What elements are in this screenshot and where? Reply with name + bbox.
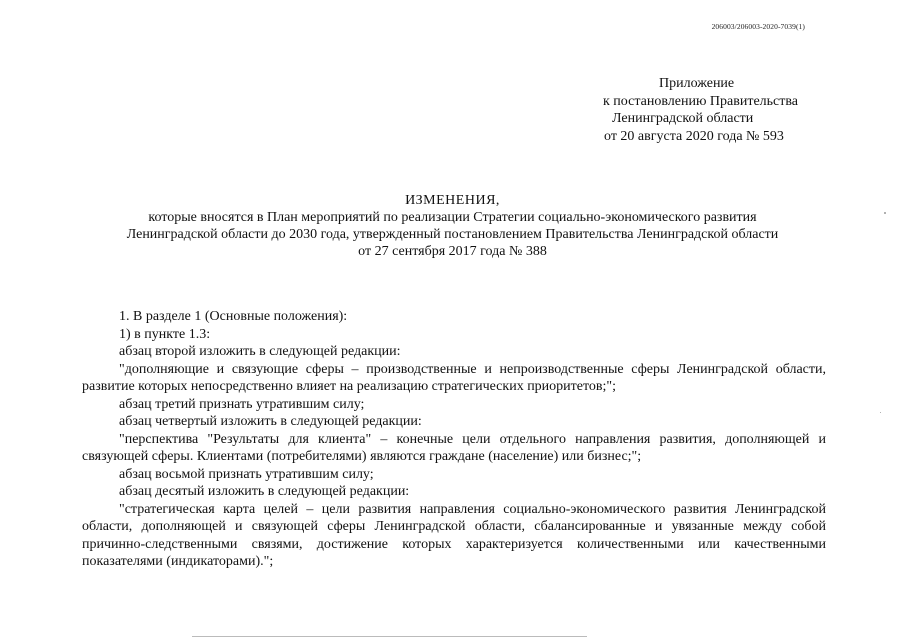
paragraph: "стратегическая карта целей – цели развития направления социально-экономического развития Ленинградской области, дополняющей и связующей сферы Ленинградской области, сбалансированные и увязанные между собой причинно-следственными связями, достижение которых характеризуется количественными или качественными показателями (индикаторами)."; bbox=[82, 501, 826, 569]
appendix-line-2: к постановлению Правительства bbox=[603, 93, 799, 109]
appendix-line-3: Ленинградской области bbox=[612, 111, 754, 126]
paragraph: абзац третий признать утратившим силу; bbox=[119, 396, 365, 412]
appendix-header bbox=[603, 75, 798, 145]
scan-speck bbox=[884, 212, 886, 214]
paragraph: "дополняющие и связующие сферы – производственные и непроизводственные сферы Ленинградской области, развитие которых непосредственно влияет на реализацию стратегических приоритетов;"; bbox=[82, 361, 826, 394]
paragraph: абзац четвертый изложить в следующей редакции: bbox=[119, 414, 422, 429]
document-body bbox=[82, 308, 826, 571]
document-title: ИЗМЕНЕНИЯ, bbox=[405, 193, 500, 208]
title-block bbox=[60, 192, 845, 260]
scan-speck bbox=[880, 412, 881, 413]
appendix-line-1: Приложение bbox=[659, 76, 735, 91]
paragraph: абзац второй изложить в следующей редакции: bbox=[119, 344, 401, 359]
appendix-line-4: от 20 августа 2020 года № 593 bbox=[604, 128, 784, 144]
subtitle-line-3: от 27 сентября 2017 года № 388 bbox=[358, 244, 547, 259]
document-code: 206003/206003-2020-7039(1) bbox=[711, 22, 805, 31]
subtitle-line-1: которые вносятся в План мероприятий по реализации Стратегии социально-экономического развития bbox=[148, 210, 757, 225]
paragraph: 1) в пункте 1.3: bbox=[119, 326, 211, 342]
paragraph: 1. В разделе 1 (Основные положения): bbox=[119, 309, 348, 324]
paragraph: "перспектива "Результаты для клиента" – конечные цели отдельного направления развития, дополняющей и связующей сферы. Клиентами (потребителями) являются граждане (население) или бизнес;"; bbox=[82, 431, 826, 464]
scan-edge-line bbox=[192, 636, 587, 637]
subtitle-line-2: Ленинградской области до 2030 года, утвержденный постановлением Правительства Ленинградской области bbox=[126, 227, 779, 242]
paragraph: абзац восьмой признать утратившим силу; bbox=[119, 466, 374, 482]
paragraph: абзац десятый изложить в следующей редакции: bbox=[119, 484, 410, 499]
